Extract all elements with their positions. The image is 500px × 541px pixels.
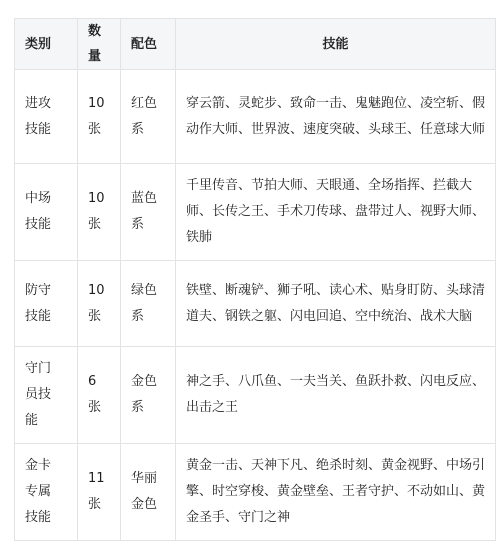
row-category: 守门 员技 能 xyxy=(15,347,78,444)
row-skills: 铁壁、断魂铲、狮子吼、读心术、贴身盯防、头球清道夫、钢铁之躯、闪电回追、空中统治、战术大脑 xyxy=(176,261,496,347)
row-color: 红色 系 xyxy=(121,70,176,164)
row-count: 10 张 xyxy=(78,70,121,164)
table-header xyxy=(15,19,496,70)
row-skills: 黄金一击、天神下凡、绝杀时刻、黄金视野、中场引擎、时空穿梭、黄金壁垒、王者守护、不动如山、黄金圣手、守门之神 xyxy=(176,444,496,541)
row-color: 蓝色 系 xyxy=(121,164,176,261)
table-row xyxy=(15,444,496,541)
row-category: 进攻 技能 xyxy=(15,70,78,164)
row-count: 6 张 xyxy=(78,347,121,444)
skill-cards-table xyxy=(14,18,496,541)
row-category: 金卡 专属 技能 xyxy=(15,444,78,541)
table-row xyxy=(15,70,496,164)
table-row xyxy=(15,164,496,261)
row-skills: 神之手、八爪鱼、一夫当关、鱼跃扑救、闪电反应、出击之王 xyxy=(176,347,496,444)
header-row xyxy=(15,19,496,70)
row-count: 11 张 xyxy=(78,444,121,541)
header-color: 配色 xyxy=(121,19,176,70)
row-color: 华丽 金色 xyxy=(121,444,176,541)
row-color: 金色 系 xyxy=(121,347,176,444)
row-count: 10 张 xyxy=(78,261,121,347)
row-color: 绿色 系 xyxy=(121,261,176,347)
row-count: 10 张 xyxy=(78,164,121,261)
row-skills: 千里传音、节拍大师、天眼通、全场指挥、拦截大师、长传之王、手术刀传球、盘带过人、视野大师、铁肺 xyxy=(176,164,496,261)
table-body xyxy=(15,70,496,541)
header-category: 类别 xyxy=(15,19,78,70)
table-row xyxy=(15,347,496,444)
row-category: 中场 技能 xyxy=(15,164,78,261)
row-skills: 穿云箭、灵蛇步、致命一击、鬼魅跑位、凌空斩、假动作大师、世界波、速度突破、头球王、任意球大师 xyxy=(176,70,496,164)
table-row xyxy=(15,261,496,347)
row-category: 防守 技能 xyxy=(15,261,78,347)
header-skills: 技能 xyxy=(176,19,496,70)
header-count: 数 量 xyxy=(78,19,121,70)
